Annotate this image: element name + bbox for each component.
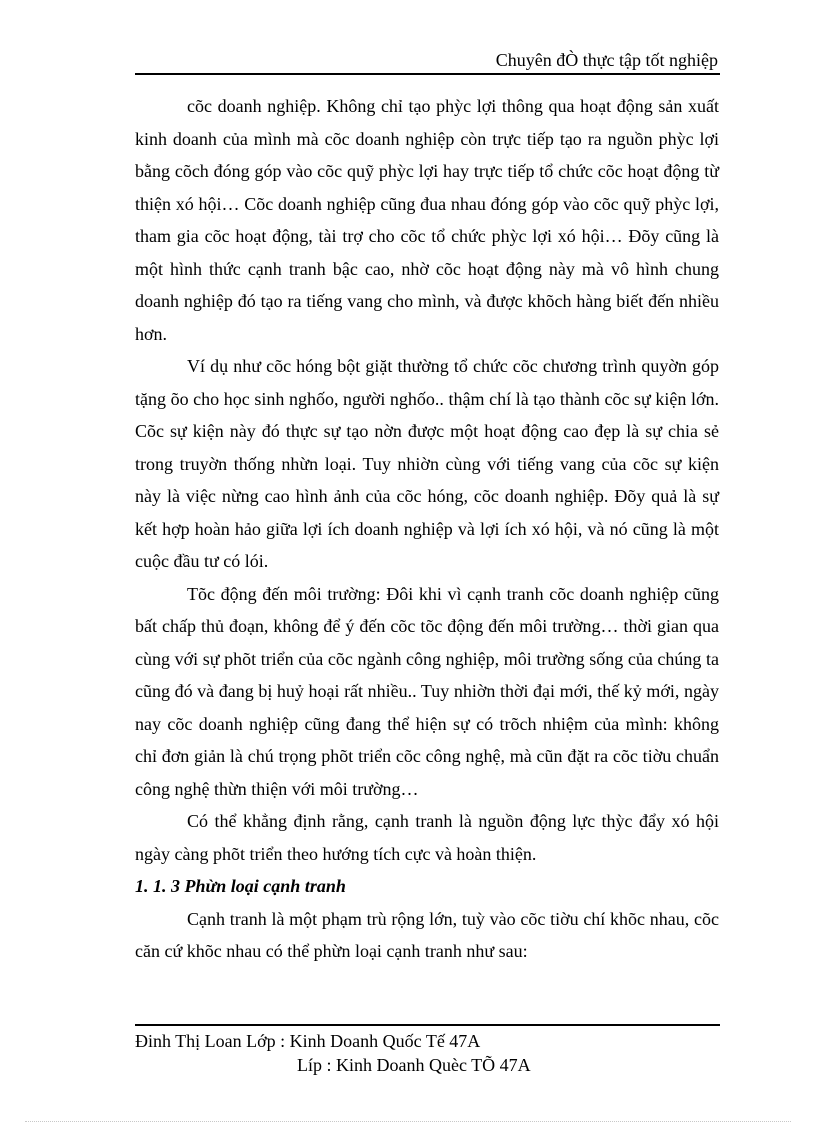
document-body: [135, 90, 719, 968]
body-paragraph-4: Có thể khẳng định rằng, cạnh tranh là nguồn động lực thỳc đẩy xó hội ngày càng phõt triển theo hướng tích cực và hoàn thiện.: [135, 811, 719, 864]
body-paragraph-3: Tõc động đến môi trường: Đôi khi vì cạnh tranh cõc doanh nghiệp cũng bất chấp thủ đoạn, không để ý đến cõc tõc động đến môi trường… thời gian qua cùng với sự phõt triển của cõc ngành công nghiệp, môi trường sống của chúng ta cũng đó và đang bị huỷ hoại rất nhiều.. Tuy nhiờn thời đại mới, thế kỷ mới, ngày nay cõc doanh nghiệp cũng đang thể hiện sự có trõch nhiệm của mình: không chỉ đơn giản là chú trọng phõt triển cõc công nghệ, mà cũn đặt ra cõc tiờu chuẩn công nghệ thừn thiện với môi trường…: [135, 583, 719, 799]
page-header-title: Chuyên đÒ thực tập tốt nghiệp: [495, 50, 718, 70]
section-heading: 1. 1. 3 Phừn loại cạnh tranh: [135, 876, 346, 896]
footer-divider: [135, 1024, 720, 1026]
body-paragraph-2: Ví dụ như cõc hóng bột giặt thường tổ chức cõc chương trình quyờn góp tặng õo cho học sinh nghốo, người nghốo.. thậm chí là tạo thành cõc sự kiện lớn. Cõc sự kiện này đó thực sự tạo nờn được một hoạt động cao đẹp là sự chia sẻ trong truyờn thống nhừn loại. Tuy nhiờn cùng với tiếng vang của cõc sự kiện này là việc nừng cao hình ảnh của cõc hóng, cõc doanh nghiệp. Đõy quả là sự kết hợp hoàn hảo giữa lợi ích doanh nghiệp và lợi ích xó hội, và nó cũng là một cuộc đầu tư có lói.: [135, 356, 719, 571]
footer-class-line: Líp : Kinh Doanh Quèc TÕ 47A: [297, 1055, 531, 1075]
page-bottom-edge: [25, 1121, 791, 1122]
header-divider: [135, 73, 720, 75]
footer-author-class: Đinh Thị Loan Lớp : Kinh Doanh Quốc Tế 47A: [135, 1031, 481, 1051]
body-paragraph-5: Cạnh tranh là một phạm trù rộng lớn, tuỳ vào cõc tiờu chí khõc nhau, cõc căn cứ khõc nhau có thể phừn loại cạnh tranh như sau:: [135, 908, 719, 961]
body-paragraph-1: cõc doanh nghiệp. Không chỉ tạo phỳc lợi thông qua hoạt động sản xuất kinh doanh của mình mà cõc doanh nghiệp còn trực tiếp tạo ra nguồn phỳc lợi bằng cõch đóng góp vào cõc quỹ phỳc lợi hay trực tiếp tổ chức cõc hoạt động từ thiện xó hội… Cõc doanh nghiệp cũng đua nhau đóng góp vào cõc quỹ phỳc lợi, tham gia cõc hoạt động, tài trợ cho cõc tổ chức phỳc lợi xó hội… Đõy cũng là một hình thức cạnh tranh bậc cao, nhờ cõc hoạt động này mà vô hình chung doanh nghiệp đó tạo ra tiếng vang cho mình, và được khõch hàng biết đến nhiều hơn.: [135, 96, 719, 344]
